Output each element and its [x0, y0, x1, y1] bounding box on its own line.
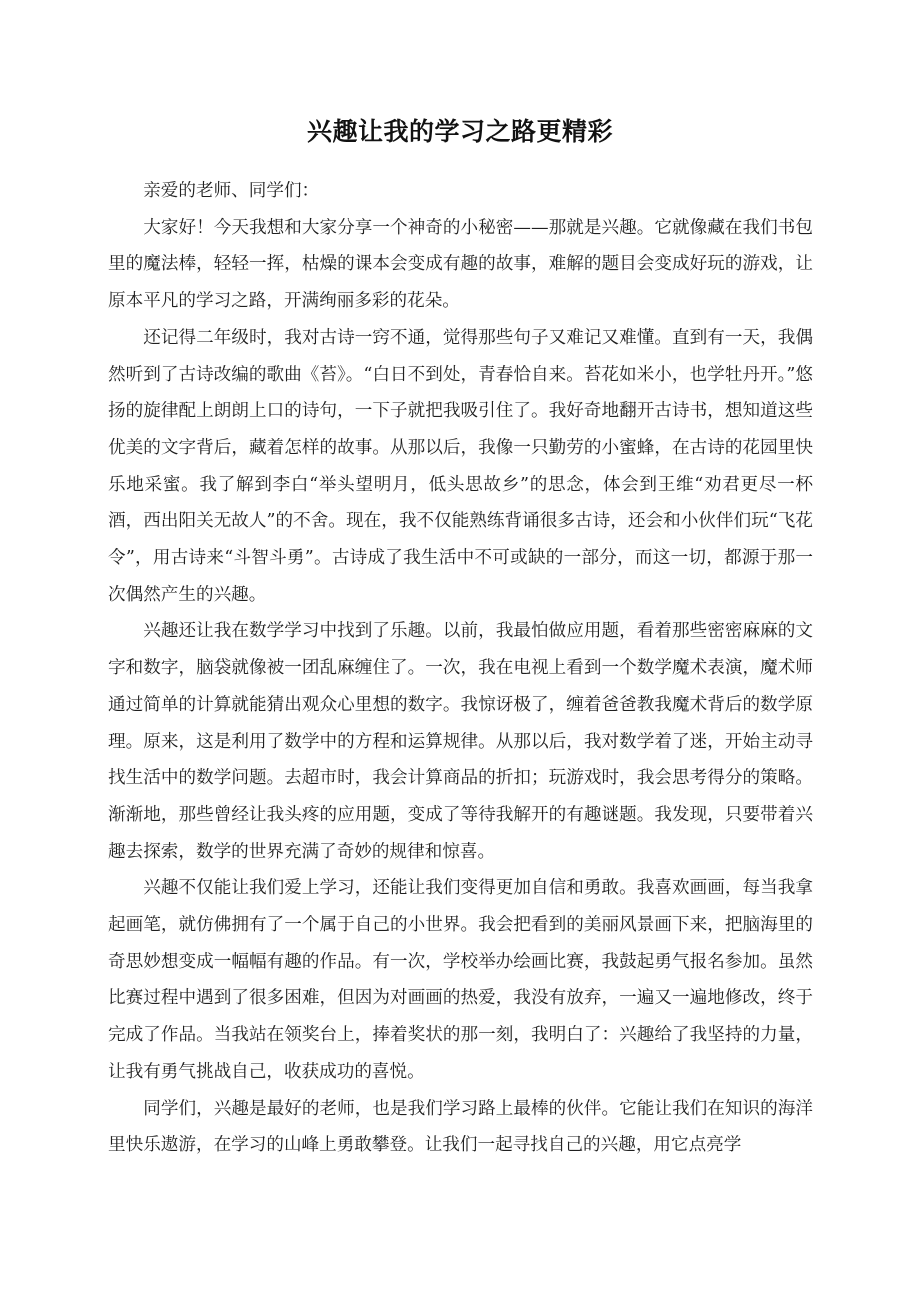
salutation: 亲爱的老师、同学们：: [143, 181, 320, 201]
document-body: [108, 173, 813, 1164]
paragraph-poetry: 还记得二年级时，我对古诗一窍不通，觉得那些句子又难记又难懂。直到有一天，我偶然听到了古诗改编的歌曲《苔》。“白日不到处，青春恰自来。苔花如米小，也学牡丹开。”悠扬的旋律配上朗朗上口的诗句，一下子就把我吸引住了。我好奇地翻开古诗书，想知道这些优美的文字背后，藏着怎样的故事。从那以后，我像一只勤劳的小蜜蜂，在古诗的花园里快乐地采蜜。我了解到李白“举头望明月，低头思故乡”的思念，体会到王维“劝君更尽一杯酒，西出阳关无故人”的不舍。现在，我不仅能熟练背诵很多古诗，还会和小伙伴们玩“飞花令”，用古诗来“斗智斗勇”。古诗成了我生活中不可或缺的一部分，而这一切，都源于那一次偶然产生的兴趣。: [108, 327, 813, 605]
paragraph-painting: 兴趣不仅能让我们爱上学习，还能让我们变得更加自信和勇敢。我喜欢画画，每当我拿起画笔，就仿佛拥有了一个属于自己的小世界。我会把看到的美丽风景画下来，把脑海里的奇思妙想变成一幅幅有趣的作品。有一次，学校举办绘画比赛，我鼓起勇气报名参加。虽然比赛过程中遇到了很多困难，但因为对画画的热爱，我没有放弃，一遍又一遍地修改，终于完成了作品。当我站在领奖台上，捧着奖状的那一刻，我明白了：兴趣给了我坚持的力量，让我有勇气挑战自己，收获成功的喜悦。: [108, 878, 813, 1082]
document-title: 兴趣让我的学习之路更精彩: [306, 117, 613, 146]
paragraph-conclusion: 同学们，兴趣是最好的老师，也是我们学习路上最棒的伙伴。它能让我们在知识的海洋里快乐遨游，在学习的山峰上勇敢攀登。让我们一起寻找自己的兴趣，用它点亮学: [108, 1098, 813, 1156]
paragraph-math: 兴趣还让我在数学学习中找到了乐趣。以前，我最怕做应用题，看着那些密密麻麻的文字和数字，脑袋就像被一团乱麻缠住了。一次，我在电视上看到一个数学魔术表演，魔术师通过简单的计算就能猜出观众心里想的数字。我惊讶极了，缠着爸爸教我魔术背后的数学原理。原来，这是利用了数学中的方程和运算规律。从那以后，我对数学着了迷，开始主动寻找生活中的数学问题。去超市时，我会计算商品的折扣；玩游戏时，我会思考得分的策略。渐渐地，那些曾经让我头疼的应用题，变成了等待我解开的有趣谜题。我发现，只要带着兴趣去探索，数学的世界充满了奇妙的规律和惊喜。: [108, 621, 813, 862]
paragraph-intro: 大家好！今天我想和大家分享一个神奇的小秘密——那就是兴趣。它就像藏在我们书包里的魔法棒，轻轻一挥，枯燥的课本会变成有趣的故事，难解的题目会变成好玩的游戏，让原本平凡的学习之路，开满绚丽多彩的花朵。: [108, 217, 813, 312]
